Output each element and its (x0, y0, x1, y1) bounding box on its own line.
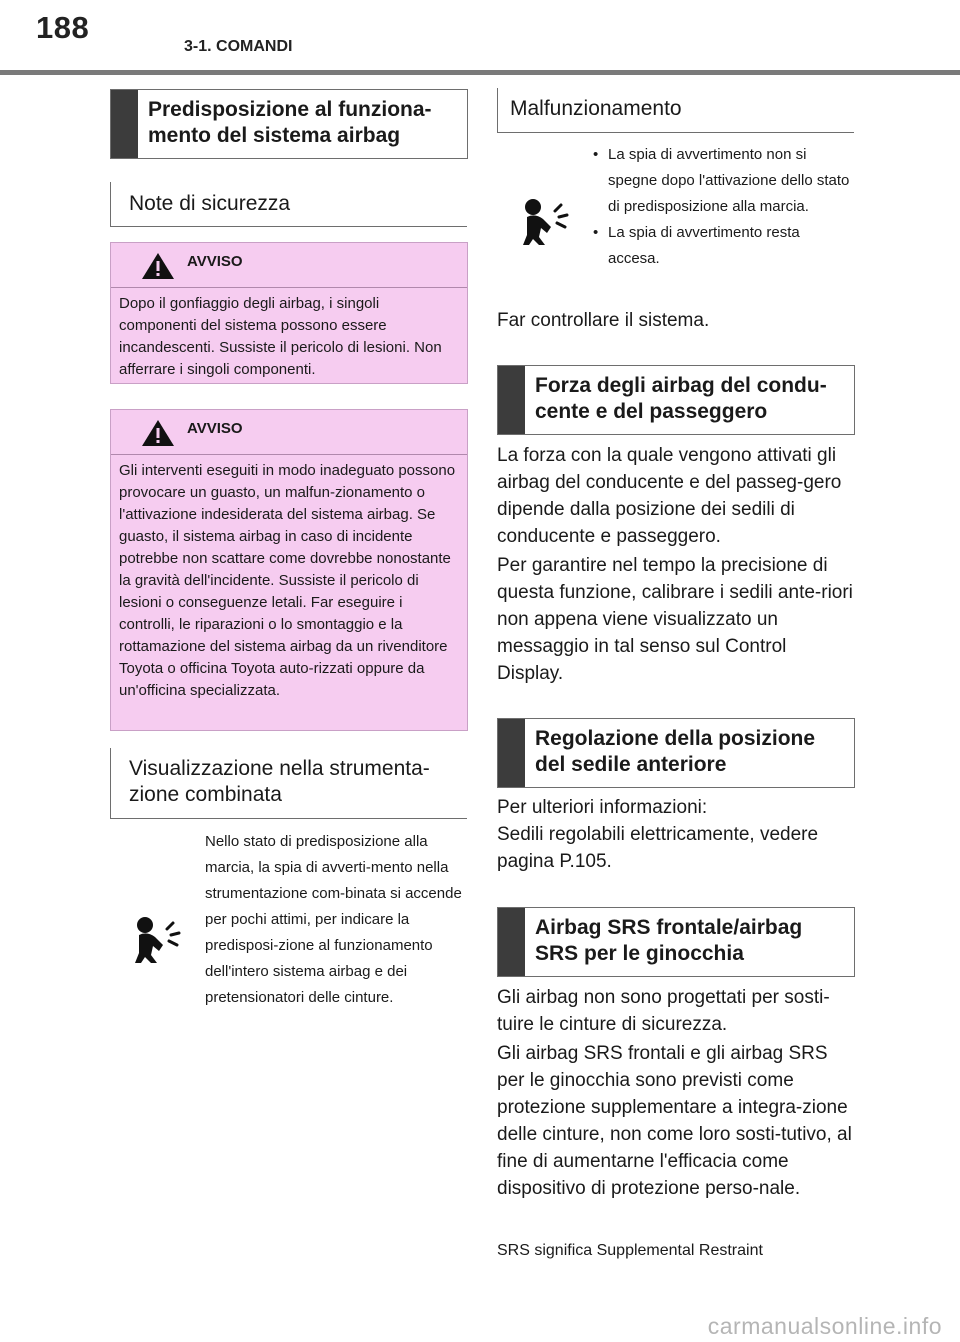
section-title-text: Regolazione della posizione del sedile anteriore (535, 727, 816, 776)
chapter-title: 3-1. COMANDI (184, 38, 293, 55)
header-divider (0, 70, 960, 75)
paragraph: Per garantire nel tempo la precisione di questa funzione, calibrare i sedili ante-riori non appena viene visualizzato un messaggio in tal senso sul Control Display. (497, 555, 853, 684)
paragraph: Gli airbag non sono progettati per sosti-tuire le cinture di sicurezza. (497, 987, 830, 1035)
section-marker-bar (111, 90, 138, 158)
warning-box-improper-repairs (110, 409, 468, 731)
warning-triangle-icon (140, 251, 176, 281)
subheading-safety-notes (110, 182, 467, 227)
paragraph: Per ulteriori informazioni: (497, 797, 708, 818)
indicator-description: Nello stato di predisposizione alla marcia, la spia di avverti-mento nella strumentazione com-binata si accende per pochi attimi, per indicare la predisposi-zione al funzionamento dell'intero sistema airbag e dei pretensionatori delle cinture. (205, 833, 462, 1006)
malfunction-conditions (593, 142, 855, 272)
warning-label: AVVISO (187, 253, 243, 270)
malfunction-action: Far controllare il sistema. (497, 310, 710, 331)
warning-box-hot-components (110, 242, 468, 384)
airbag-warning-icon (133, 915, 185, 965)
section-title-srs-airbag (497, 907, 855, 977)
section-title-text: Forza degli airbag del condu- cente e del passeggero (535, 374, 827, 423)
section-title-airbag-readiness (110, 89, 468, 159)
warning-triangle-icon (140, 418, 176, 448)
section-title-text: Airbag SRS frontale/airbag SRS per le ginocchia (535, 916, 803, 965)
page-number: 188 (36, 10, 90, 45)
section-title-seat-position (497, 718, 855, 788)
paragraph: SRS significa Supplemental Restraint (497, 1242, 763, 1259)
warning-label: AVVISO (187, 420, 243, 437)
section-marker-bar (498, 908, 525, 976)
section-marker-bar (498, 719, 525, 787)
list-item: • La spia di avvertimento non si spegne dopo l'attivazione dello stato di predisposizione alla marcia. (593, 142, 855, 220)
subheading-text: Malfunzionamento (510, 97, 682, 120)
watermark: carmanualsonline.info (707, 1313, 942, 1339)
paragraph: La forza con la quale vengono attivati gli airbag del conducente e del passeg-gero dipende dalla posizione dei sedili di conducente e passeggero. (497, 445, 842, 547)
airbag-warning-icon (521, 197, 573, 247)
subheading-text: Note di sicurezza (129, 192, 291, 215)
warning-text: Dopo il gonfiaggio degli airbag, i singoli componenti del sistema possono essere incandescenti. Sussiste il pericolo di lesioni. Non afferrare i singoli componenti. (119, 295, 442, 378)
section-title-text: Predisposizione al funziona- mento del sistema airbag (148, 98, 432, 147)
paragraph-page-reference: Sedili regolabili elettricamente, vedere pagina P.105. (497, 824, 819, 872)
list-item: • La spia di avvertimento resta accesa. (593, 220, 855, 272)
warning-text: Gli interventi eseguiti in modo inadeguato possono provocare un guasto, un malfun-zionamento o l'attivazione indesiderata del sistema airbag. Se guasto, il sistema airbag in caso di incidente potrebbe non scattare come dovrebbe nonostante la gravità dell'incidente. Sussiste il pericolo di lesioni o conseguenze letali. Far eseguire i controlli, le riparazioni o lo smontaggio e la rottamazione del sistema airbag da un rivenditore Toyota o officina Toyota auto-rizzati oppure da un'officina specializzata. (119, 462, 456, 699)
section-title-airbag-force (497, 365, 855, 435)
section-marker-bar (498, 366, 525, 434)
subheading-text: Visualizzazione nella strumenta- zione combinata (129, 757, 430, 806)
paragraph: Gli airbag SRS frontali e gli airbag SRS per le ginocchia sono previsti come protezione supplementare a integra-zione delle cinture, non come loro sosti-tutivo, al fine di aumentarne l'efficacia come dispositivo di protezione perso-nale. (497, 1043, 852, 1199)
subheading-instrument-display (110, 748, 467, 819)
subheading-malfunction (497, 88, 854, 133)
